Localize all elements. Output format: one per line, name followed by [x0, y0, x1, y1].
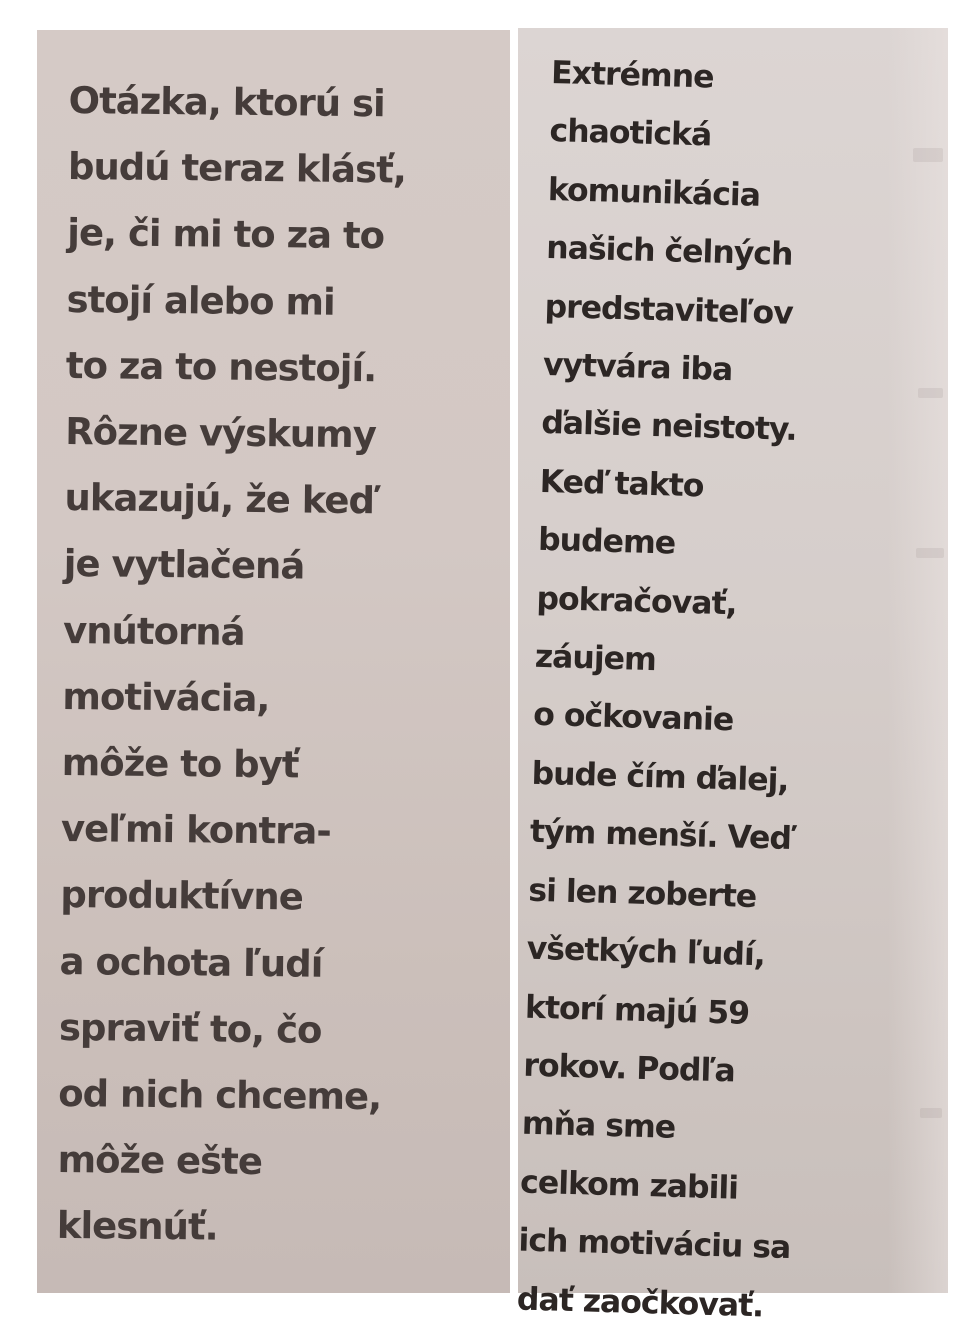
bleed-mark — [920, 1108, 942, 1118]
left-newspaper-clipping — [37, 30, 510, 1293]
right-newspaper-clipping — [516, 28, 948, 1324]
left-quote-text: Otázka, ktorú si budú teraz klásť, je, či mi to za to stojí alebo mi to za to nestojí. Rôzne výskumy ukazujú, že keď je vytlačená vnútorná motivácia, môže to byť veľmi kontra- produktívne a ochota ľudí spraviť to, čo od nich chceme, môže ešte klesnúť. — [56, 78, 407, 1250]
right-quote-text: Extrémne chaotická komunikácia našich čelných predstaviteľov vytvára iba ďalšie neistoty. Keď takto budeme pokračovať, záujem o očkovanie bude čím ďalej, tým menší. Veď si len zoberte všetkých ľudí, ktorí majú 59 rokov. Podľa mňa sme celkom zabili ich motiváciu sa dať zaočkovať. — [516, 54, 797, 1324]
